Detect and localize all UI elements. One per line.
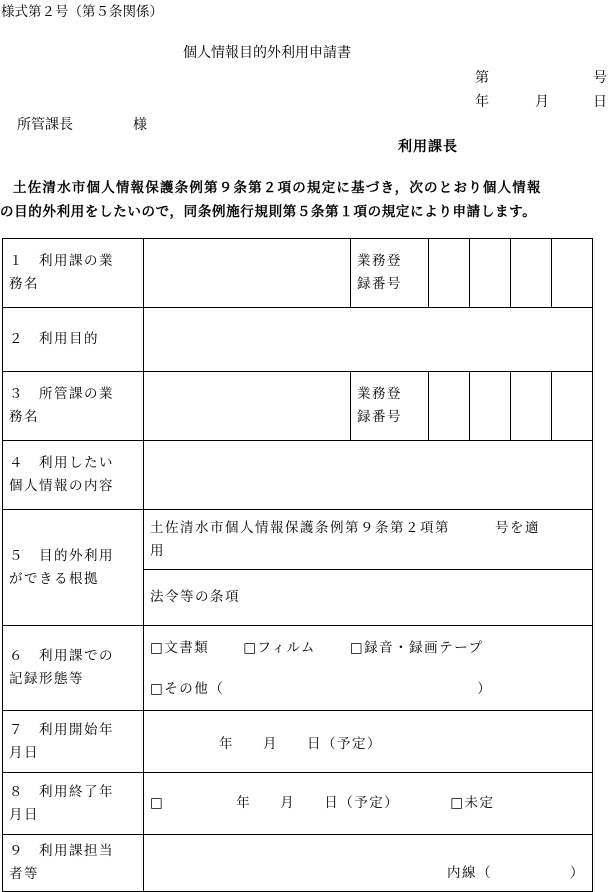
extension-label: 内線（ xyxy=(447,865,492,881)
label-registration-no-1: 業務登 録番号 xyxy=(351,239,429,308)
label-record-format: ６ 利用課での 記録形態等 xyxy=(3,626,144,711)
label-person-in-charge: ９ 利用課担当 者等 xyxy=(3,835,144,892)
basis-ordinance[interactable]: 土佐清水市個人情報保護条例第９条第２項第 号を適 用 xyxy=(144,510,593,570)
document-title: 個人情報目的外利用申請書 xyxy=(183,45,351,61)
input-end-date[interactable]: □ 年 月 日（予定） □未定 xyxy=(144,773,593,835)
form-number: 様式第２号（第５条関係） xyxy=(1,4,163,20)
input-purpose[interactable] xyxy=(144,308,593,372)
checkbox-other[interactable]: □その他（ xyxy=(150,680,225,697)
label-start-date: ７ 利用開始年 月日 xyxy=(3,711,144,773)
other-close-paren: ） xyxy=(477,680,493,697)
sender: 利用課長 xyxy=(398,139,458,155)
input-owner-dept-business[interactable] xyxy=(144,372,351,441)
honorific: 様 xyxy=(133,117,147,133)
number-suffix: 号 xyxy=(593,70,607,86)
row-end-date xyxy=(3,773,593,835)
label-basis: ５ 目的外利用 ができる根拠 xyxy=(3,510,144,626)
checkbox-audio-video[interactable]: □録音・録画テープ xyxy=(349,639,484,656)
row-purpose xyxy=(3,308,593,372)
extension-close: ） xyxy=(570,865,585,881)
reg-digit-1[interactable] xyxy=(429,239,470,308)
checkbox-documents[interactable]: □文書類 xyxy=(150,639,210,656)
application-form-table xyxy=(2,238,593,892)
checkbox-undecided[interactable]: □未定 xyxy=(450,795,495,811)
label-user-dept-business: １ 利用課の業 務名 xyxy=(3,239,144,308)
input-start-date[interactable]: 年 月 日（予定） xyxy=(144,711,593,773)
reg-digit-8[interactable] xyxy=(552,372,593,441)
checkbox-film[interactable]: □フィルム xyxy=(243,639,316,656)
row-info-content xyxy=(3,441,593,510)
addressee: 所管課長 xyxy=(17,117,73,133)
reg-digit-3[interactable] xyxy=(511,239,552,308)
label-purpose: ２ 利用目的 xyxy=(3,308,144,372)
date-year-label: 年 xyxy=(475,94,489,110)
request-statement-line1: 土佐清水市個人情報保護条例第９条第２項の規定に基づき，次のとおり個人情報 xyxy=(13,180,542,196)
reg-digit-5[interactable] xyxy=(429,372,470,441)
basis-law-clause[interactable]: 法令等の条項 xyxy=(144,570,593,626)
date-day-label: 日 xyxy=(593,94,607,110)
input-info-content[interactable] xyxy=(144,441,593,510)
reg-digit-7[interactable] xyxy=(511,372,552,441)
row-user-dept-business xyxy=(3,239,593,308)
label-registration-no-2: 業務登 録番号 xyxy=(351,372,429,441)
number-prefix: 第 xyxy=(475,70,489,86)
input-user-dept-business[interactable] xyxy=(144,239,351,308)
reg-digit-2[interactable] xyxy=(470,239,511,308)
row-record-format xyxy=(3,626,593,711)
record-format-options xyxy=(144,626,593,711)
label-end-date: ８ 利用終了年 月日 xyxy=(3,773,144,835)
reg-digit-6[interactable] xyxy=(470,372,511,441)
reg-digit-4[interactable] xyxy=(552,239,593,308)
checkbox-end-date[interactable]: □ xyxy=(150,795,165,811)
label-owner-dept-business: ３ 所管課の業 務名 xyxy=(3,372,144,441)
row-basis xyxy=(3,510,593,570)
label-info-content: ４ 利用したい 個人情報の内容 xyxy=(3,441,144,510)
row-start-date xyxy=(3,711,593,773)
request-statement xyxy=(0,176,610,224)
date-month-label: 月 xyxy=(535,94,549,110)
row-owner-dept-business xyxy=(3,372,593,441)
request-statement-line2: の目的外利用をしたいので，同条例施行規則第５条第１項の規定により申請します。 xyxy=(0,204,537,220)
